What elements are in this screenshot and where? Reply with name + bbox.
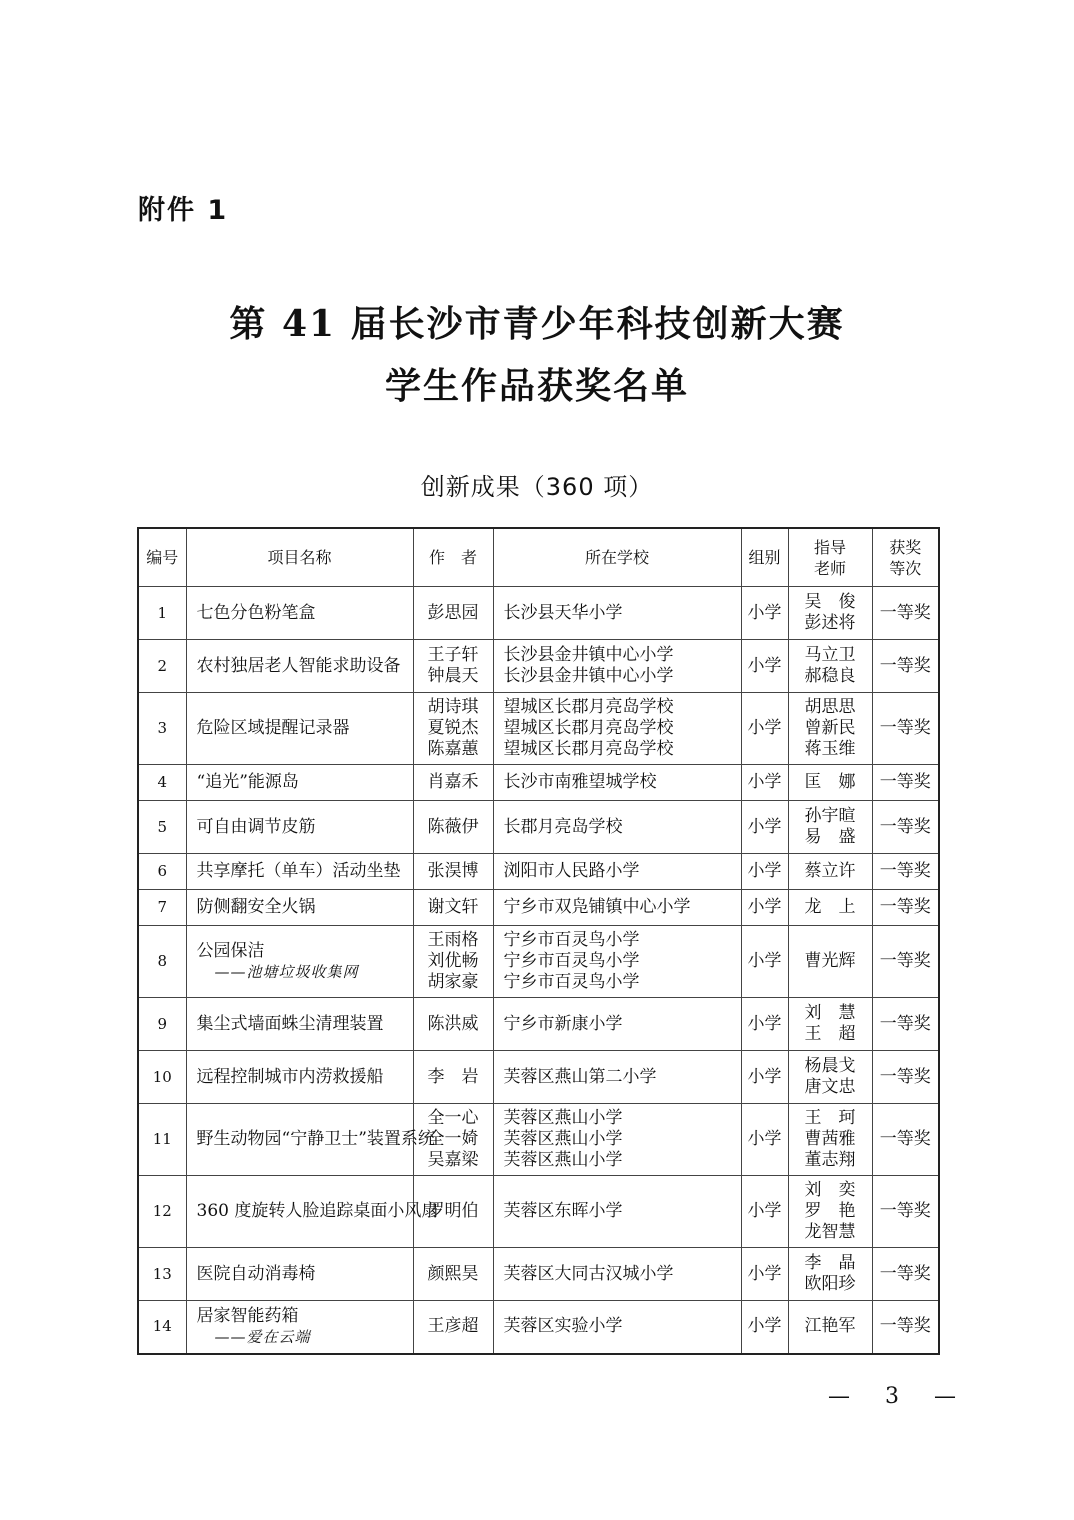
school-name: 长郡月亮岛学校: [503, 816, 623, 837]
cell-award: 一等奖: [872, 1176, 939, 1248]
cell-teachers: [788, 1104, 872, 1176]
teacher-name: 曹光辉: [804, 951, 856, 971]
cell-num: 14: [138, 1301, 186, 1354]
header-award-line2: 等次: [889, 558, 922, 578]
cell-num: 12: [138, 1176, 186, 1248]
table-row: [138, 1176, 939, 1248]
cell-group: 小学: [741, 587, 788, 640]
cell-num: 10: [138, 1051, 186, 1104]
project-name: 集尘式墙面蛛尘清理装置: [196, 1013, 384, 1034]
cell-group: 小学: [741, 1248, 788, 1301]
school-name: 长沙市南雅望城学校: [503, 772, 657, 792]
cell-teachers: [788, 890, 872, 926]
cell-num: 1: [138, 587, 186, 640]
cell-project: [186, 998, 413, 1051]
cell-num: 3: [138, 693, 186, 765]
cell-num: 5: [138, 801, 186, 854]
cell-schools: [493, 1104, 741, 1176]
school-name: 宁乡市新康小学: [503, 1013, 623, 1034]
header-award-line1: 获奖: [889, 537, 922, 557]
cell-authors: [413, 765, 493, 801]
teacher-name: 刘 奕: [804, 1180, 856, 1200]
teacher-name: 董志翔: [804, 1150, 856, 1170]
document-title-line2: 学生作品获奖名单: [384, 365, 689, 407]
cell-teachers: [788, 926, 872, 998]
cell-authors: [413, 587, 493, 640]
cell-project: [186, 854, 413, 890]
cell-award: 一等奖: [872, 854, 939, 890]
teacher-name: 曾新民: [804, 718, 856, 738]
cell-teachers: [788, 693, 872, 765]
school-name: 长沙县金井镇中心小学: [503, 645, 674, 665]
school-name: 望城区长郡月亮岛学校: [503, 739, 674, 759]
teacher-name: 罗 艳: [804, 1201, 856, 1221]
cell-project: [186, 587, 413, 640]
project-name: “追光”能源岛: [196, 772, 299, 792]
cell-project: [186, 765, 413, 801]
teacher-name: 龙 上: [804, 897, 856, 917]
school-name: 芙蓉区实验小学: [503, 1316, 623, 1337]
author-name: 王子轩: [427, 645, 479, 665]
teacher-name: 李 晶: [804, 1253, 856, 1273]
cell-group: 小学: [741, 1051, 788, 1104]
cell-group: 小学: [741, 890, 788, 926]
cell-teachers: [788, 1301, 872, 1354]
cell-group: 小学: [741, 926, 788, 998]
cell-group: 小学: [741, 854, 788, 890]
table-row: [138, 926, 939, 998]
cell-schools: [493, 587, 741, 640]
cell-award: 一等奖: [872, 998, 939, 1051]
cell-authors: [413, 801, 493, 854]
author-name: 罗明伯: [427, 1201, 479, 1221]
cell-group: 小学: [741, 640, 788, 693]
teacher-name: 吴 俊: [804, 592, 856, 612]
author-name: 吴嘉梁: [427, 1150, 479, 1170]
cell-num: 9: [138, 998, 186, 1051]
cell-schools: [493, 693, 741, 765]
teacher-name: 胡思思: [804, 697, 856, 717]
awards-table: [137, 527, 940, 1355]
cell-num: 6: [138, 854, 186, 890]
cell-award: 一等奖: [872, 587, 939, 640]
cell-authors: [413, 1051, 493, 1104]
cell-schools: [493, 1248, 741, 1301]
cell-schools: [493, 854, 741, 890]
cell-schools: [493, 801, 741, 854]
cell-authors: [413, 890, 493, 926]
cell-teachers: [788, 587, 872, 640]
cell-num: 8: [138, 926, 186, 998]
author-name: 夏锐杰: [427, 718, 479, 738]
project-subtitle: ——池塘垃圾收集网: [214, 962, 359, 981]
table-row: [138, 998, 939, 1051]
cell-award: 一等奖: [872, 1301, 939, 1354]
header-teacher-line1: 指导: [813, 537, 846, 557]
project-name: 360 度旋转人脸追踪桌面小风扇: [196, 1201, 439, 1221]
cell-authors: [413, 854, 493, 890]
author-name: 刘优畅: [427, 951, 479, 971]
table-row: [138, 587, 939, 640]
cell-num: 4: [138, 765, 186, 801]
teacher-name: 刘 慧: [804, 1003, 856, 1023]
author-name: 全一婍: [427, 1129, 479, 1149]
cell-teachers: [788, 765, 872, 801]
author-name: 全一心: [427, 1108, 479, 1128]
attachment-label: 附件 1: [138, 195, 229, 226]
project-name: 野生动物园“宁静卫士”装置系统: [196, 1129, 435, 1149]
cell-teachers: [788, 854, 872, 890]
table-header-row: [138, 528, 939, 587]
cell-teachers: [788, 801, 872, 854]
school-name: 长沙县天华小学: [503, 602, 623, 623]
header-teacher: [788, 528, 872, 587]
cell-schools: [493, 998, 741, 1051]
cell-group: 小学: [741, 765, 788, 801]
cell-authors: [413, 640, 493, 693]
table-row: [138, 1301, 939, 1354]
teacher-name: 郝稳良: [804, 666, 856, 686]
cell-group: 小学: [741, 801, 788, 854]
cell-authors: [413, 998, 493, 1051]
school-name: 望城区长郡月亮岛学校: [503, 697, 674, 717]
school-name: 芙蓉区燕山第二小学: [503, 1066, 657, 1087]
header-author: 作 者: [413, 528, 493, 587]
school-name: 浏阳市人民路小学: [503, 861, 640, 881]
section-title: 创新成果（360 项）: [420, 473, 654, 501]
school-name: 宁乡市双凫铺镇中心小学: [503, 897, 691, 917]
teacher-name: 彭述将: [804, 613, 856, 633]
cell-award: 一等奖: [872, 693, 939, 765]
cell-award: 一等奖: [872, 890, 939, 926]
teacher-name: 江艳军: [804, 1316, 856, 1337]
table-row: [138, 801, 939, 854]
project-name: 可自由调节皮筋: [196, 816, 316, 837]
school-name: 宁乡市百灵鸟小学: [503, 972, 640, 992]
teacher-name: 蒋玉维: [804, 739, 856, 759]
school-name: 芙蓉区燕山小学: [503, 1129, 623, 1149]
teacher-name: 易 盛: [804, 827, 856, 847]
cell-authors: [413, 693, 493, 765]
cell-authors: [413, 926, 493, 998]
school-name: 长沙县金井镇中心小学: [503, 666, 674, 686]
author-name: 钟晨天: [427, 666, 479, 686]
author-name: 胡家豪: [427, 972, 479, 992]
author-name: 陈薇伊: [427, 816, 479, 837]
cell-group: 小学: [741, 693, 788, 765]
cell-authors: [413, 1301, 493, 1354]
cell-num: 2: [138, 640, 186, 693]
cell-award: 一等奖: [872, 1104, 939, 1176]
project-name: 医院自动消毒椅: [196, 1263, 316, 1284]
cell-award: 一等奖: [872, 926, 939, 998]
author-name: 谢文轩: [427, 897, 479, 917]
table-row: [138, 1104, 939, 1176]
author-name: 陈嘉蕙: [427, 739, 479, 759]
project-name: 农村独居老人智能求助设备: [196, 655, 401, 676]
author-name: 张淏博: [427, 861, 479, 881]
school-name: 芙蓉区燕山小学: [503, 1108, 623, 1128]
cell-teachers: [788, 1248, 872, 1301]
teacher-name: 唐文忠: [804, 1077, 856, 1097]
cell-num: 13: [138, 1248, 186, 1301]
teacher-name: 孙宇暄: [804, 806, 856, 826]
teacher-name: 王 超: [804, 1024, 856, 1044]
page-number: — 3 —: [828, 1384, 970, 1409]
table-row: [138, 765, 939, 801]
cell-award: 一等奖: [872, 640, 939, 693]
teacher-name: 匡 娜: [804, 772, 856, 792]
cell-group: 小学: [741, 1301, 788, 1354]
document-title-line1: 第 41 届长沙市青少年科技创新大赛: [229, 303, 845, 345]
author-name: 王彦超: [427, 1316, 479, 1337]
header-award: [872, 528, 939, 587]
cell-schools: [493, 1301, 741, 1354]
cell-project: [186, 640, 413, 693]
header-school: 所在学校: [493, 528, 741, 587]
table-row: [138, 1248, 939, 1301]
teacher-name: 欧阳珍: [804, 1274, 856, 1294]
project-name: 危险区域提醒记录器: [196, 718, 350, 738]
cell-teachers: [788, 1051, 872, 1104]
cell-project: [186, 890, 413, 926]
author-name: 颜熙昊: [427, 1263, 479, 1284]
teacher-name: 王 珂: [804, 1108, 856, 1128]
project-name: 远程控制城市内涝救援船: [196, 1066, 384, 1087]
header-project: 项目名称: [186, 528, 413, 587]
teacher-name: 蔡立许: [804, 861, 856, 881]
cell-num: 7: [138, 890, 186, 926]
cell-schools: [493, 1176, 741, 1248]
cell-project: [186, 1248, 413, 1301]
table-row: [138, 890, 939, 926]
cell-schools: [493, 765, 741, 801]
cell-schools: [493, 1051, 741, 1104]
cell-schools: [493, 640, 741, 693]
cell-project: [186, 693, 413, 765]
author-name: 李 岩: [427, 1066, 479, 1087]
project-subtitle: ——爱在云端: [214, 1327, 311, 1346]
cell-award: 一等奖: [872, 1051, 939, 1104]
cell-group: 小学: [741, 1176, 788, 1248]
cell-award: 一等奖: [872, 765, 939, 801]
cell-award: 一等奖: [872, 801, 939, 854]
cell-authors: [413, 1248, 493, 1301]
cell-project: [186, 1176, 439, 1248]
header-group: 组别: [741, 528, 788, 587]
project-name: 共享摩托（单车）活动坐垫: [196, 861, 401, 881]
cell-project: [186, 1051, 413, 1104]
project-name: 七色分色粉笔盒: [196, 602, 316, 623]
school-name: 宁乡市百灵鸟小学: [503, 930, 640, 950]
school-name: 芙蓉区燕山小学: [503, 1150, 623, 1170]
project-name: 防侧翻安全火锅: [196, 897, 316, 917]
cell-teachers: [788, 640, 872, 693]
author-name: 陈洪威: [427, 1013, 479, 1034]
project-name: 公园保洁: [196, 940, 265, 961]
project-name: 居家智能药箱: [196, 1305, 299, 1326]
school-name: 芙蓉区大同古汉城小学: [503, 1263, 674, 1284]
school-name: 芙蓉区东晖小学: [503, 1201, 623, 1221]
cell-award: 一等奖: [872, 1248, 939, 1301]
cell-project: [186, 1104, 435, 1176]
school-name: 望城区长郡月亮岛学校: [503, 718, 674, 738]
author-name: 胡诗琪: [427, 697, 479, 717]
table-row: [138, 854, 939, 890]
cell-group: 小学: [741, 1104, 788, 1176]
cell-project: [186, 801, 413, 854]
author-name: 肖嘉禾: [427, 772, 479, 792]
teacher-name: 杨晨戈: [804, 1056, 856, 1076]
table-row: [138, 640, 939, 693]
cell-teachers: [788, 1176, 872, 1248]
header-teacher-line2: 老师: [813, 558, 846, 578]
author-name: 王雨格: [427, 930, 479, 950]
cell-project: [186, 926, 413, 998]
table-row: [138, 1051, 939, 1104]
cell-teachers: [788, 998, 872, 1051]
author-name: 彭思园: [427, 602, 479, 623]
teacher-name: 曹茜雅: [804, 1129, 856, 1149]
cell-project: [186, 1301, 413, 1354]
teacher-name: 马立卫: [804, 645, 856, 665]
cell-num: 11: [138, 1104, 186, 1176]
teacher-name: 龙智慧: [804, 1222, 856, 1242]
cell-group: 小学: [741, 998, 788, 1051]
cell-schools: [493, 926, 741, 998]
table-row: [138, 693, 939, 765]
header-num: 编号: [138, 528, 186, 587]
cell-schools: [493, 890, 741, 926]
school-name: 宁乡市百灵鸟小学: [503, 951, 640, 971]
